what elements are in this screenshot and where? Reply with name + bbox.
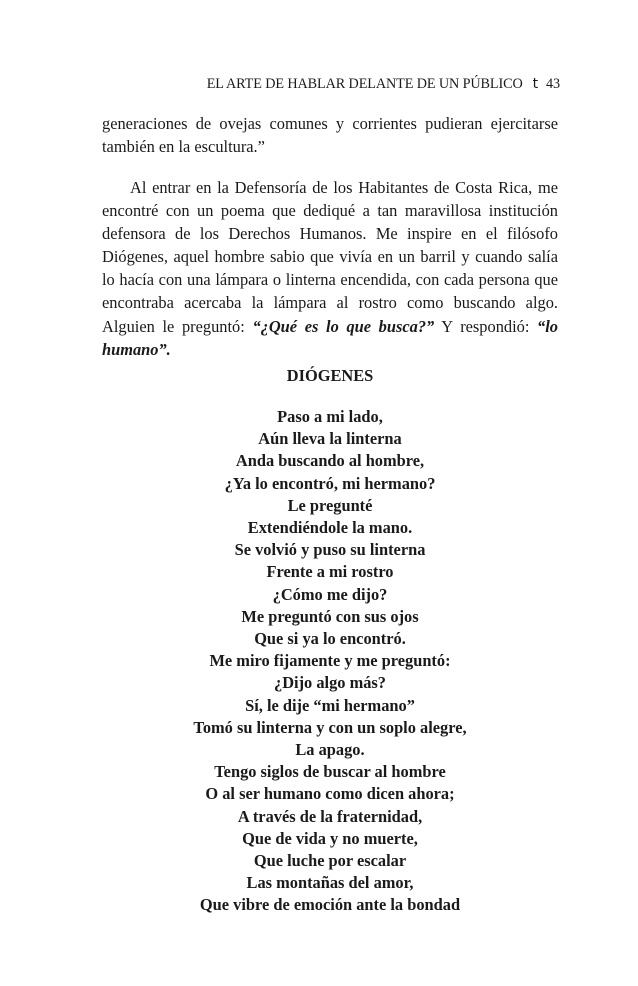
poem-line: Le pregunté [287,495,373,515]
poem-line: ¿Dijo algo más? [274,673,386,693]
poem-line: Tomó su linterna y con un soplo alegre, [193,717,467,737]
running-title: EL ARTE DE HABLAR DELANTE DE UN PÚBLICO [206,76,523,92]
paragraph-text [102,176,558,361]
poem-line: Frente a mi rostro [266,562,394,582]
poem-line: Aún lleva la linterna [258,429,402,449]
quote-answer: “lo humano”. [102,316,558,359]
poem-line: A través de la fraternidad, [237,806,423,826]
poem-line: ¿Cómo me dijo? [272,584,388,604]
poem-line: Extendiéndole la mano. [247,518,413,538]
poem-line: Tengo siglos de buscar al hombre [214,762,446,782]
paragraph-diogenes-intro [102,176,558,361]
page-number: 43 [546,76,560,92]
poem-line: Que si ya lo encontró. [254,629,406,649]
quote-question: “¿Qué es lo que busca?” [252,316,435,336]
paragraph-continuation [102,112,558,158]
poem-line: Que luche por escalar [253,851,407,871]
paragraph-text-middle: Y respondió: [434,316,538,336]
paragraph-text-before: Al entrar en la Defensoría de los Habitantes de Costa Rica, me encontré con un poema que dediqué a tan maravillosa institución defensora de los Derechos Humanos. Me inspire en el filósofo Diógenes, aquel hombre sabio que vivía en un barril y cuando salía lo hacía con una lámpara o linterna encendida, con cada persona que encontraba acercaba la lámpara al rostro como buscando algo. Alguien le preguntó: [102,178,558,336]
poem-line: O al ser humano como dicen ahora; [205,784,455,804]
poem-line: Se volvió y puso su linterna [234,540,426,560]
poem-line: Que vibre de emoción ante la bondad [199,895,461,915]
poem-line: Me preguntó con sus ojos [241,606,419,626]
paragraph-text: generaciones de ovejas comunes y corrientes pudieran ejercitarse también en la escultura.” [102,114,558,157]
header-separator: t [532,76,538,92]
poem-title: DIÓGENES [286,366,374,385]
poem-line: Que de vida y no muerte, [242,828,418,848]
poem-line: Paso a mi lado, [277,407,383,426]
poem-line: Sí, le dije “mi hermano” [245,695,415,715]
poem-body [102,406,558,917]
poem-line: Anda buscando al hombre, [235,451,425,471]
poem-line: Me miro fijamente y me preguntó: [209,651,451,671]
poem-line: La apago. [295,740,365,760]
running-header [160,76,560,93]
poem-line: ¿Ya lo encontró, mi hermano? [224,473,436,493]
poem-line: Las montañas del amor, [246,873,414,893]
